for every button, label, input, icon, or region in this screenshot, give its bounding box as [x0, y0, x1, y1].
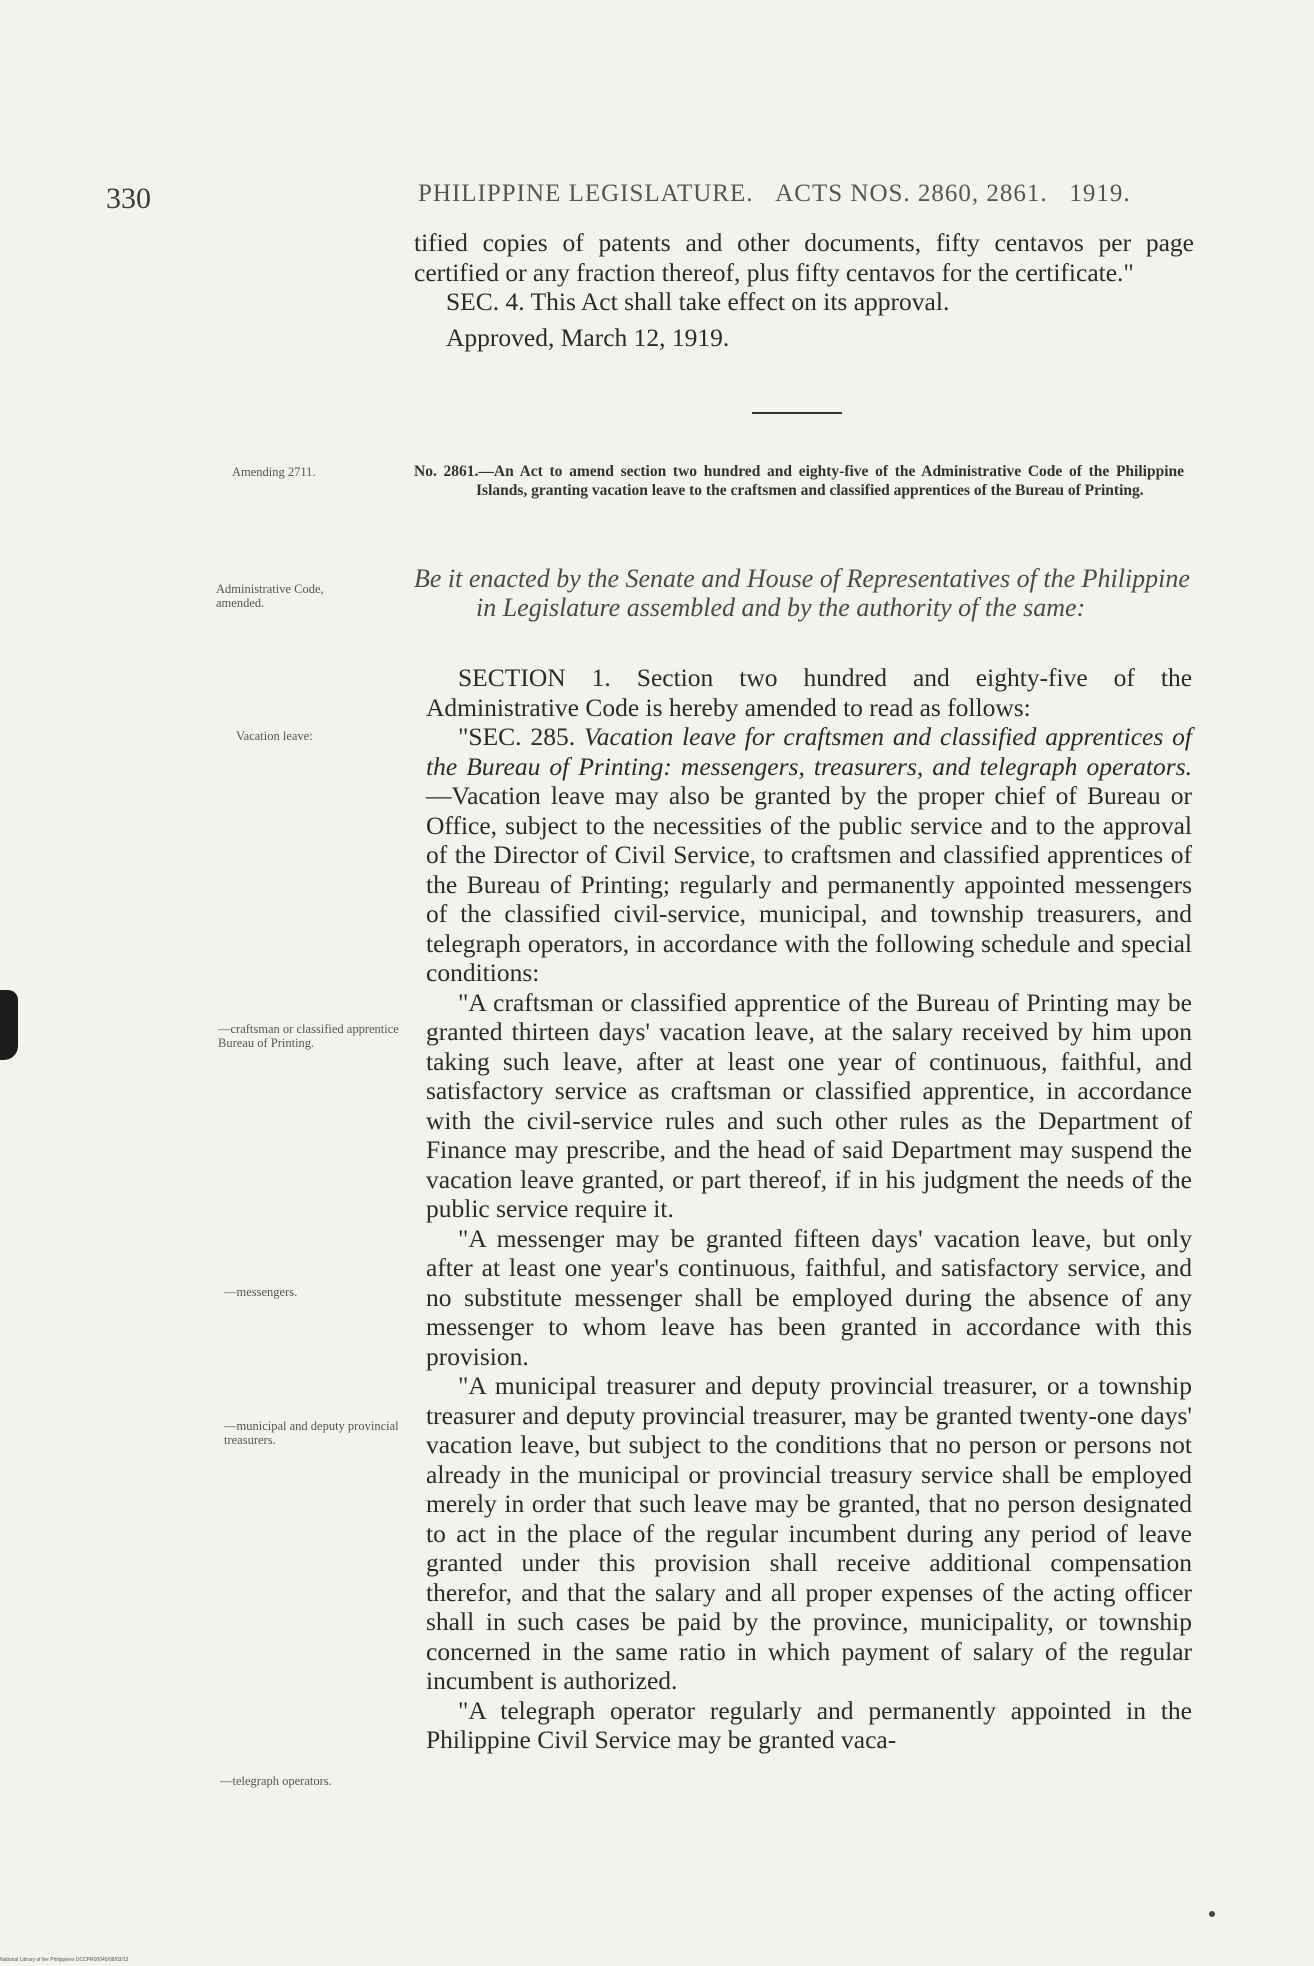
- section-285-label: "SEC. 285.: [458, 722, 576, 751]
- act-2861-body: [426, 663, 1192, 1755]
- section-1-label: SECTION 1.: [458, 663, 611, 692]
- act-title: —An Act to amend section two hundred and eighty-five of the Administrative Code of the Philippine Islands, granting vacation leave to the craftsmen and classified apprentices of the Bureau of Printing.: [476, 463, 1184, 499]
- margin-note-vacation-leave: Vacation leave:: [236, 729, 313, 743]
- margin-note-admin-code: Administrative Code, amended.: [216, 582, 324, 610]
- margin-note-amending: Amending 2711.: [232, 465, 316, 479]
- section-285-paragraph: [426, 722, 1192, 988]
- section-divider-rule: [752, 412, 842, 414]
- section-4-text: This Act shall take effect on its approval.: [530, 287, 950, 316]
- continuation-paragraph: tified copies of patents and other documents, fifty centavos per page certified or any fraction thereof, plus fifty centavos for the certificate.": [414, 228, 1194, 287]
- running-head-title: PHILIPPINE LEGISLATURE.: [418, 180, 754, 207]
- act-number: No. 2861.: [414, 463, 479, 480]
- section-4-paragraph: [414, 287, 1194, 317]
- running-head: [418, 180, 1178, 208]
- act-2861-heading-text: [414, 462, 1184, 500]
- margin-note-messengers: —messengers.: [224, 1285, 298, 1299]
- scan-edge-mark: [0, 990, 18, 1060]
- margin-note-municipal-treasurers: —municipal and deputy provincial treasurers.: [224, 1419, 399, 1447]
- margin-note-telegraph-operators: —telegraph operators.: [220, 1774, 332, 1788]
- scan-dot: [1209, 1911, 1215, 1917]
- messenger-paragraph: "A messenger may be granted fifteen days' vacation leave, but only after at least one year's continuous, faithful, and satisfactory service, and no substitute messenger shall be employed during the absence of any messenger to whom leave has been granted in accordance with this provision.: [426, 1223, 1192, 1371]
- previous-act-continuation: [414, 228, 1194, 352]
- section-1-text: Section two hundred and eighty-five of the Administrative Code is hereby amended to read as follows:: [426, 663, 1193, 722]
- telegraph-operator-paragraph: "A telegraph operator regularly and permanently appointed in the Philippine Civil Service may be granted vaca-: [426, 1695, 1192, 1754]
- municipal-treasurer-paragraph: "A municipal treasurer and deputy provincial treasurer, or a township treasurer and deputy provincial treasurer, may be granted twenty-one days' vacation leave, but subject to the conditions that no person or persons not already in the municipal or provincial treasury service shall be employed merely in order that such leave may be granted, that no person designated to act in the place of the regular incumbent during any period of leave granted under this provision shall receive additional compensation therefor, and that the salary and all proper expenses of the acting officer shall in such cases be paid by the province, municipality, or township concerned in the same ratio in which payment of salary of the regular incumbent is authorized.: [426, 1371, 1192, 1695]
- section-1-paragraph: [426, 663, 1192, 722]
- running-head-acts: ACTS NOS. 2860, 2861.: [775, 180, 1048, 207]
- running-head-year: 1919.: [1069, 180, 1131, 207]
- craftsman-paragraph: "A craftsman or classified apprentice of the Bureau of Printing may be granted thirteen days' vacation leave, at the salary received by him upon taking such leave, after at least one year of continuous, faithful, and satisfactory service as craftsman or classified apprentice, in accordance with the civil-service rules and such other rules as the Department of Finance may prescribe, and the head of said Department may suspend the vacation leave granted, or part thereof, if in his judgment the needs of the public service require it.: [426, 987, 1192, 1223]
- act-2861-heading: [414, 462, 1184, 500]
- section-4-label: SEC. 4.: [446, 287, 525, 316]
- section-285-title: Vacation leave for craftsmen and classified apprentices of the Bureau of Printing: messengers, treasurers, and telegraph operators.: [426, 722, 1192, 781]
- enacting-clause: [414, 564, 1194, 622]
- margin-note-craftsman: —craftsman or classified apprentice Bureau of Printing.: [218, 1022, 399, 1050]
- page-number: 330: [106, 182, 151, 215]
- approval-line: Approved, March 12, 1919.: [446, 322, 730, 352]
- section-285-text: —Vacation leave may also be granted by the proper chief of Bureau or Office, subject to the necessities of the public service and to the approval of the Director of Civil Service, to craftsmen and classified apprentices of the Bureau of Printing; regularly and permanently appointed messengers of the classified civil-service, municipal, and township treasurers, and telegraph operators, in accordance with the following schedule and special conditions:: [426, 781, 1192, 987]
- scan-credit-footer: National Library of the Philippines DCCPR00045/08/03/13: [0, 1957, 129, 1963]
- enacting-clause-text: Be it enacted by the Senate and House of Representatives of the Philippine in Legislature assembled and by the authority of the same:: [414, 564, 1190, 622]
